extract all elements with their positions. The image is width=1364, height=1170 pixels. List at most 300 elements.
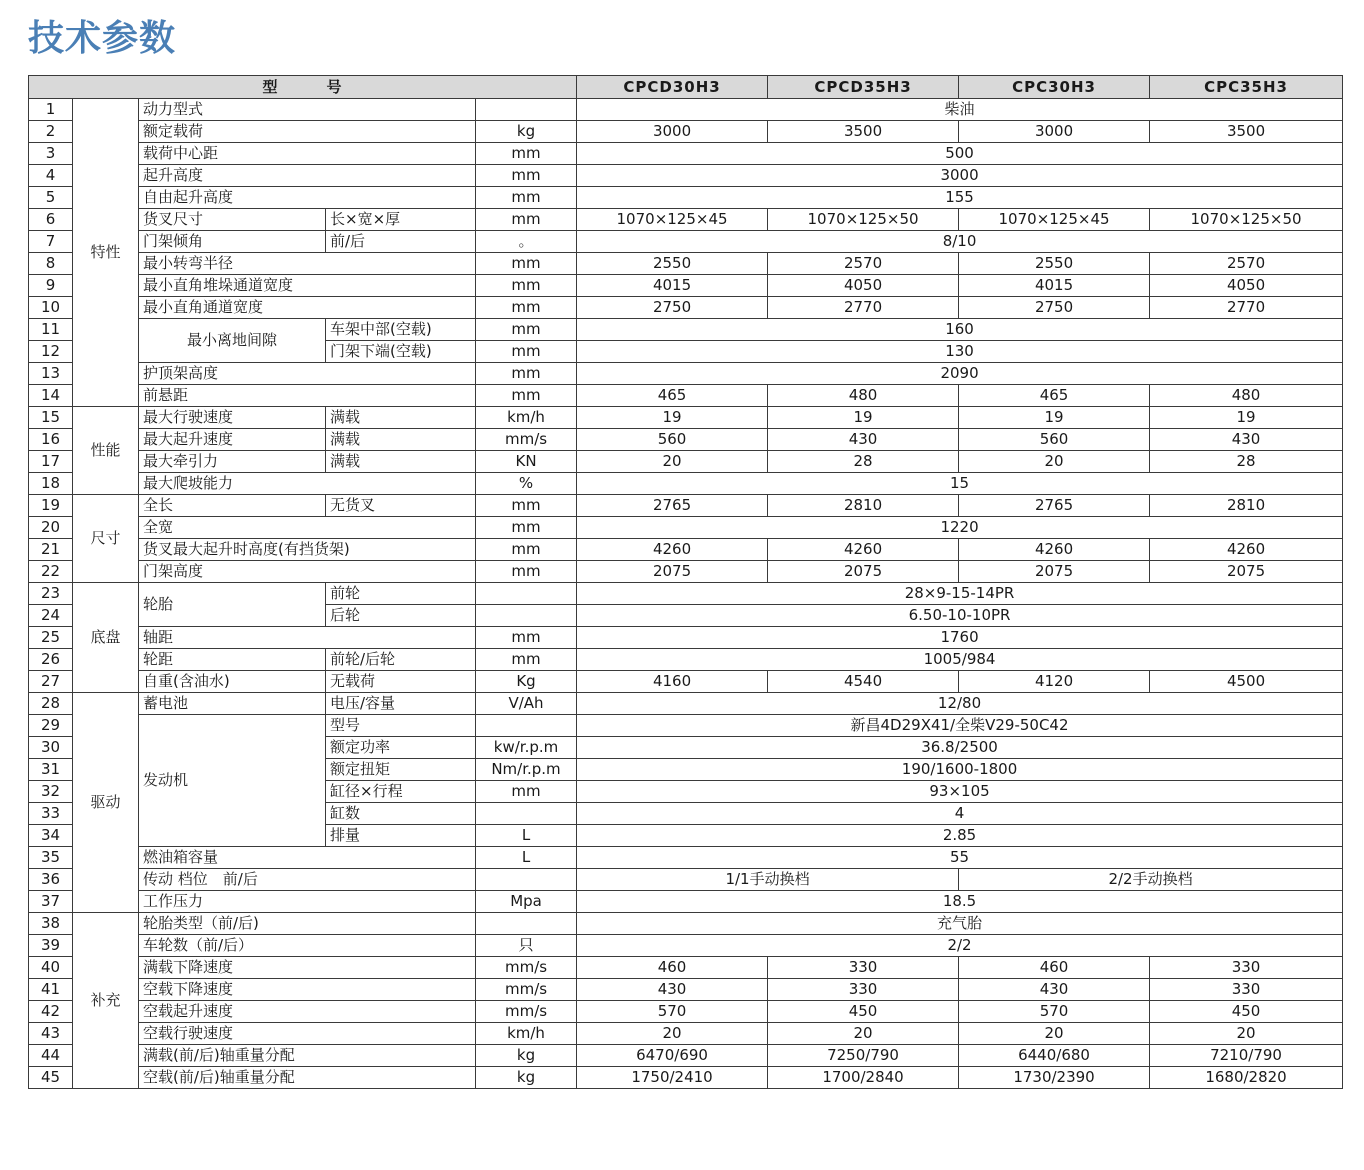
value-cell: 4260 <box>577 539 768 561</box>
value-cell: 4160 <box>577 671 768 693</box>
value-cell: 330 <box>768 979 959 1001</box>
value-cell: 4120 <box>959 671 1150 693</box>
value-cell: 2075 <box>768 561 959 583</box>
value-cell: 500 <box>577 143 1343 165</box>
unit-cell: mm <box>476 209 577 231</box>
value-cell: 2765 <box>959 495 1150 517</box>
unit-cell <box>476 605 577 627</box>
item-label: 货叉尺寸 <box>139 209 326 231</box>
value-cell: 18.5 <box>577 891 1343 913</box>
table-row <box>29 1001 1343 1023</box>
row-number: 4 <box>29 165 73 187</box>
row-number: 11 <box>29 319 73 341</box>
row-number: 44 <box>29 1045 73 1067</box>
sub-label: 后轮 <box>326 605 476 627</box>
unit-cell: mm <box>476 561 577 583</box>
row-number: 18 <box>29 473 73 495</box>
value-cell: 1730/2390 <box>959 1067 1150 1089</box>
sub-label: 满载 <box>326 429 476 451</box>
page-title: 技术参数 <box>28 18 177 59</box>
value-cell: 460 <box>959 957 1150 979</box>
row-number: 13 <box>29 363 73 385</box>
group-label: 补充 <box>73 913 139 1089</box>
unit-cell <box>476 99 577 121</box>
sub-label: 满载 <box>326 407 476 429</box>
row-number: 30 <box>29 737 73 759</box>
unit-cell: L <box>476 825 577 847</box>
unit-cell: mm <box>476 297 577 319</box>
group-label: 驱动 <box>73 693 139 913</box>
item-label: 满载下降速度 <box>139 957 476 979</box>
table-row <box>29 99 1343 121</box>
row-number: 28 <box>29 693 73 715</box>
value-cell: 2.85 <box>577 825 1343 847</box>
value-cell: 480 <box>768 385 959 407</box>
unit-cell: mm <box>476 649 577 671</box>
table-row <box>29 913 1343 935</box>
table-row <box>29 187 1343 209</box>
item-label: 轴距 <box>139 627 476 649</box>
value-cell: 190/1600-1800 <box>577 759 1343 781</box>
item-label: 满载(前/后)轴重量分配 <box>139 1045 476 1067</box>
value-cell: 1005/984 <box>577 649 1343 671</box>
value-cell: 2770 <box>1150 297 1343 319</box>
unit-cell: mm <box>476 539 577 561</box>
table-row <box>29 627 1343 649</box>
value-cell: 充气胎 <box>577 913 1343 935</box>
model-header: CPCD35H3 <box>768 76 959 99</box>
table-row <box>29 319 1343 341</box>
value-cell: 160 <box>577 319 1343 341</box>
value-cell: 2/2 <box>577 935 1343 957</box>
value-cell: 4 <box>577 803 1343 825</box>
unit-cell: kg <box>476 1045 577 1067</box>
item-label: 空载下降速度 <box>139 979 476 1001</box>
value-cell: 2810 <box>768 495 959 517</box>
value-cell: 12/80 <box>577 693 1343 715</box>
item-label: 最小直角堆垛通道宽度 <box>139 275 476 297</box>
unit-cell: mm <box>476 319 577 341</box>
value-cell: 28×9-15-14PR <box>577 583 1343 605</box>
row-number: 42 <box>29 1001 73 1023</box>
unit-cell: mm <box>476 627 577 649</box>
unit-cell: 只 <box>476 935 577 957</box>
sub-label: 缸径×行程 <box>326 781 476 803</box>
value-cell: 330 <box>1150 957 1343 979</box>
unit-cell: mm <box>476 275 577 297</box>
row-number: 45 <box>29 1067 73 1089</box>
row-number: 29 <box>29 715 73 737</box>
unit-cell: kg <box>476 121 577 143</box>
value-cell: 2770 <box>768 297 959 319</box>
value-cell: 55 <box>577 847 1343 869</box>
value-cell: 20 <box>577 1023 768 1045</box>
value-cell: 2/2手动换档 <box>959 869 1343 891</box>
value-cell: 93×105 <box>577 781 1343 803</box>
sub-label: 电压/容量 <box>326 693 476 715</box>
item-label: 护顶架高度 <box>139 363 476 385</box>
unit-cell: 。 <box>476 231 577 253</box>
row-number: 20 <box>29 517 73 539</box>
unit-cell: % <box>476 473 577 495</box>
value-cell: 430 <box>1150 429 1343 451</box>
value-cell: 28 <box>1150 451 1343 473</box>
model-header-label: 型 号 <box>29 76 577 99</box>
item-label: 额定载荷 <box>139 121 476 143</box>
table-row <box>29 693 1343 715</box>
item-label: 工作压力 <box>139 891 476 913</box>
sub-label: 前轮 <box>326 583 476 605</box>
table-row <box>29 1045 1343 1067</box>
row-number: 15 <box>29 407 73 429</box>
row-number: 19 <box>29 495 73 517</box>
item-label: 自由起升高度 <box>139 187 476 209</box>
value-cell: 4260 <box>1150 539 1343 561</box>
item-label: 最大牵引力 <box>139 451 326 473</box>
value-cell: 28 <box>768 451 959 473</box>
table-row <box>29 231 1343 253</box>
sub-label: 排量 <box>326 825 476 847</box>
unit-cell: Kg <box>476 671 577 693</box>
table-row <box>29 561 1343 583</box>
item-label: 全长 <box>139 495 326 517</box>
value-cell: 560 <box>577 429 768 451</box>
row-number: 5 <box>29 187 73 209</box>
value-cell: 2550 <box>577 253 768 275</box>
value-cell: 1070×125×45 <box>959 209 1150 231</box>
value-cell: 3500 <box>768 121 959 143</box>
item-label: 空载起升速度 <box>139 1001 476 1023</box>
unit-cell: mm <box>476 253 577 275</box>
unit-cell: mm/s <box>476 429 577 451</box>
group-label: 尺寸 <box>73 495 139 583</box>
unit-cell: mm <box>476 341 577 363</box>
unit-cell: Mpa <box>476 891 577 913</box>
unit-cell <box>476 583 577 605</box>
value-cell: 1070×125×50 <box>1150 209 1343 231</box>
value-cell: 430 <box>768 429 959 451</box>
value-cell: 560 <box>959 429 1150 451</box>
item-label: 最大爬坡能力 <box>139 473 476 495</box>
unit-cell: mm <box>476 385 577 407</box>
value-cell: 465 <box>959 385 1150 407</box>
value-cell: 4260 <box>768 539 959 561</box>
value-cell: 6470/690 <box>577 1045 768 1067</box>
value-cell: 450 <box>1150 1001 1343 1023</box>
value-cell: 3000 <box>577 121 768 143</box>
value-cell: 20 <box>768 1023 959 1045</box>
value-cell: 460 <box>577 957 768 979</box>
item-label: 最大起升速度 <box>139 429 326 451</box>
value-cell: 1700/2840 <box>768 1067 959 1089</box>
row-number: 1 <box>29 99 73 121</box>
row-number: 7 <box>29 231 73 253</box>
model-header: CPC35H3 <box>1150 76 1343 99</box>
value-cell: 柴油 <box>577 99 1343 121</box>
row-number: 8 <box>29 253 73 275</box>
value-cell: 19 <box>768 407 959 429</box>
unit-cell: V/Ah <box>476 693 577 715</box>
value-cell: 1760 <box>577 627 1343 649</box>
sub-label: 门架下端(空载) <box>326 341 476 363</box>
sub-label: 无载荷 <box>326 671 476 693</box>
value-cell: 2570 <box>1150 253 1343 275</box>
row-number: 2 <box>29 121 73 143</box>
value-cell: 2570 <box>768 253 959 275</box>
row-number: 24 <box>29 605 73 627</box>
table-row <box>29 957 1343 979</box>
row-number: 27 <box>29 671 73 693</box>
item-label: 轮胎 <box>139 583 326 627</box>
value-cell: 19 <box>959 407 1150 429</box>
value-cell: 3500 <box>1150 121 1343 143</box>
item-label: 自重(含油水) <box>139 671 326 693</box>
value-cell: 1750/2410 <box>577 1067 768 1089</box>
unit-cell: kw/r.p.m <box>476 737 577 759</box>
value-cell: 155 <box>577 187 1343 209</box>
value-cell: 4015 <box>577 275 768 297</box>
value-cell: 4500 <box>1150 671 1343 693</box>
value-cell: 2810 <box>1150 495 1343 517</box>
value-cell: 1070×125×50 <box>768 209 959 231</box>
item-label: 前悬距 <box>139 385 476 407</box>
sub-label: 型号 <box>326 715 476 737</box>
item-label: 动力型式 <box>139 99 476 121</box>
row-number: 25 <box>29 627 73 649</box>
table-row <box>29 429 1343 451</box>
value-cell: 1070×125×45 <box>577 209 768 231</box>
item-label: 门架倾角 <box>139 231 326 253</box>
row-number: 10 <box>29 297 73 319</box>
row-number: 41 <box>29 979 73 1001</box>
item-label: 车轮数（前/后） <box>139 935 476 957</box>
value-cell: 36.8/2500 <box>577 737 1343 759</box>
item-label: 最小离地间隙 <box>139 319 326 363</box>
group-label: 特性 <box>73 99 139 407</box>
value-cell: 1/1手动换档 <box>577 869 959 891</box>
table-row <box>29 583 1343 605</box>
group-label: 性能 <box>73 407 139 495</box>
table-row <box>29 1067 1343 1089</box>
model-header: CPCD30H3 <box>577 76 768 99</box>
item-label: 轮距 <box>139 649 326 671</box>
item-label: 轮胎类型（前/后) <box>139 913 476 935</box>
unit-cell: kg <box>476 1067 577 1089</box>
row-number: 26 <box>29 649 73 671</box>
row-number: 12 <box>29 341 73 363</box>
value-cell: 2075 <box>959 561 1150 583</box>
value-cell: 2090 <box>577 363 1343 385</box>
row-number: 6 <box>29 209 73 231</box>
table-row <box>29 253 1343 275</box>
unit-cell <box>476 715 577 737</box>
value-cell: 330 <box>768 957 959 979</box>
item-label: 货叉最大起升时高度(有挡货架) <box>139 539 476 561</box>
table-row <box>29 473 1343 495</box>
sub-label: 额定功率 <box>326 737 476 759</box>
spec-table <box>28 75 1343 1089</box>
value-cell: 570 <box>577 1001 768 1023</box>
table-row <box>29 1023 1343 1045</box>
row-number: 14 <box>29 385 73 407</box>
table-row <box>29 143 1343 165</box>
item-label: 起升高度 <box>139 165 476 187</box>
row-number: 43 <box>29 1023 73 1045</box>
item-label: 全宽 <box>139 517 476 539</box>
item-label: 燃油箱容量 <box>139 847 476 869</box>
row-number: 31 <box>29 759 73 781</box>
unit-cell: mm <box>476 517 577 539</box>
sub-label: 无货叉 <box>326 495 476 517</box>
unit-cell: mm <box>476 143 577 165</box>
table-row <box>29 891 1343 913</box>
item-label: 门架高度 <box>139 561 476 583</box>
table-row <box>29 121 1343 143</box>
unit-cell: mm <box>476 165 577 187</box>
item-label: 最小直角通道宽度 <box>139 297 476 319</box>
value-cell: 4050 <box>768 275 959 297</box>
row-number: 3 <box>29 143 73 165</box>
value-cell: 465 <box>577 385 768 407</box>
table-row <box>29 407 1343 429</box>
value-cell: 20 <box>959 1023 1150 1045</box>
sub-label: 前/后 <box>326 231 476 253</box>
sub-label: 额定扭矩 <box>326 759 476 781</box>
table-row <box>29 385 1343 407</box>
table-row <box>29 935 1343 957</box>
value-cell: 19 <box>1150 407 1343 429</box>
unit-cell: mm <box>476 781 577 803</box>
unit-cell: Nm/r.p.m <box>476 759 577 781</box>
unit-cell: mm/s <box>476 957 577 979</box>
sub-label: 缸数 <box>326 803 476 825</box>
value-cell: 1220 <box>577 517 1343 539</box>
sub-label: 前轮/后轮 <box>326 649 476 671</box>
row-number: 22 <box>29 561 73 583</box>
row-number: 23 <box>29 583 73 605</box>
row-number: 38 <box>29 913 73 935</box>
table-row <box>29 363 1343 385</box>
group-label: 底盘 <box>73 583 139 693</box>
row-number: 16 <box>29 429 73 451</box>
value-cell: 570 <box>959 1001 1150 1023</box>
unit-cell <box>476 803 577 825</box>
unit-cell: KN <box>476 451 577 473</box>
value-cell: 430 <box>577 979 768 1001</box>
table-body <box>29 99 1343 1089</box>
table-row <box>29 451 1343 473</box>
value-cell: 8/10 <box>577 231 1343 253</box>
row-number: 32 <box>29 781 73 803</box>
unit-cell: mm/s <box>476 979 577 1001</box>
table-row <box>29 539 1343 561</box>
value-cell: 2750 <box>577 297 768 319</box>
unit-cell: mm <box>476 363 577 385</box>
value-cell: 4260 <box>959 539 1150 561</box>
unit-cell: km/h <box>476 1023 577 1045</box>
sub-label: 车架中部(空载) <box>326 319 476 341</box>
value-cell: 19 <box>577 407 768 429</box>
table-row <box>29 847 1343 869</box>
table-row <box>29 495 1343 517</box>
table-row <box>29 517 1343 539</box>
value-cell: 2075 <box>1150 561 1343 583</box>
item-label: 最大行驶速度 <box>139 407 326 429</box>
table-row <box>29 165 1343 187</box>
table-row <box>29 209 1343 231</box>
unit-cell: km/h <box>476 407 577 429</box>
value-cell: 7210/790 <box>1150 1045 1343 1067</box>
value-cell: 2550 <box>959 253 1150 275</box>
model-header: CPC30H3 <box>959 76 1150 99</box>
value-cell: 7250/790 <box>768 1045 959 1067</box>
row-number: 34 <box>29 825 73 847</box>
row-number: 17 <box>29 451 73 473</box>
sub-label: 长×宽×厚 <box>326 209 476 231</box>
item-label: 空载(前/后)轴重量分配 <box>139 1067 476 1089</box>
table-row <box>29 869 1343 891</box>
value-cell: 20 <box>577 451 768 473</box>
row-number: 36 <box>29 869 73 891</box>
value-cell: 新昌4D29X41/全柴V29-50C42 <box>577 715 1343 737</box>
value-cell: 330 <box>1150 979 1343 1001</box>
table-row <box>29 275 1343 297</box>
item-label: 载荷中心距 <box>139 143 476 165</box>
item-label: 空载行驶速度 <box>139 1023 476 1045</box>
row-number: 40 <box>29 957 73 979</box>
value-cell: 6.50-10-10PR <box>577 605 1343 627</box>
value-cell: 4050 <box>1150 275 1343 297</box>
value-cell: 15 <box>577 473 1343 495</box>
value-cell: 1680/2820 <box>1150 1067 1343 1089</box>
table-row <box>29 297 1343 319</box>
value-cell: 3000 <box>959 121 1150 143</box>
unit-cell: mm <box>476 187 577 209</box>
value-cell: 20 <box>959 451 1150 473</box>
value-cell: 130 <box>577 341 1343 363</box>
unit-cell: L <box>476 847 577 869</box>
row-number: 21 <box>29 539 73 561</box>
value-cell: 2750 <box>959 297 1150 319</box>
value-cell: 4540 <box>768 671 959 693</box>
row-number: 37 <box>29 891 73 913</box>
row-number: 33 <box>29 803 73 825</box>
unit-cell <box>476 913 577 935</box>
item-label: 最小转弯半径 <box>139 253 476 275</box>
item-label: 蓄电池 <box>139 693 326 715</box>
unit-cell: mm/s <box>476 1001 577 1023</box>
unit-cell <box>476 869 577 891</box>
row-number: 9 <box>29 275 73 297</box>
value-cell: 6440/680 <box>959 1045 1150 1067</box>
unit-cell: mm <box>476 495 577 517</box>
table-row <box>29 671 1343 693</box>
value-cell: 3000 <box>577 165 1343 187</box>
table-row <box>29 979 1343 1001</box>
table-row <box>29 715 1343 737</box>
row-number: 39 <box>29 935 73 957</box>
value-cell: 4015 <box>959 275 1150 297</box>
item-label: 传动 档位 前/后 <box>139 869 476 891</box>
value-cell: 450 <box>768 1001 959 1023</box>
item-label: 发动机 <box>139 715 326 847</box>
value-cell: 2765 <box>577 495 768 517</box>
value-cell: 20 <box>1150 1023 1343 1045</box>
value-cell: 480 <box>1150 385 1343 407</box>
value-cell: 2075 <box>577 561 768 583</box>
sub-label: 满载 <box>326 451 476 473</box>
table-row <box>29 649 1343 671</box>
